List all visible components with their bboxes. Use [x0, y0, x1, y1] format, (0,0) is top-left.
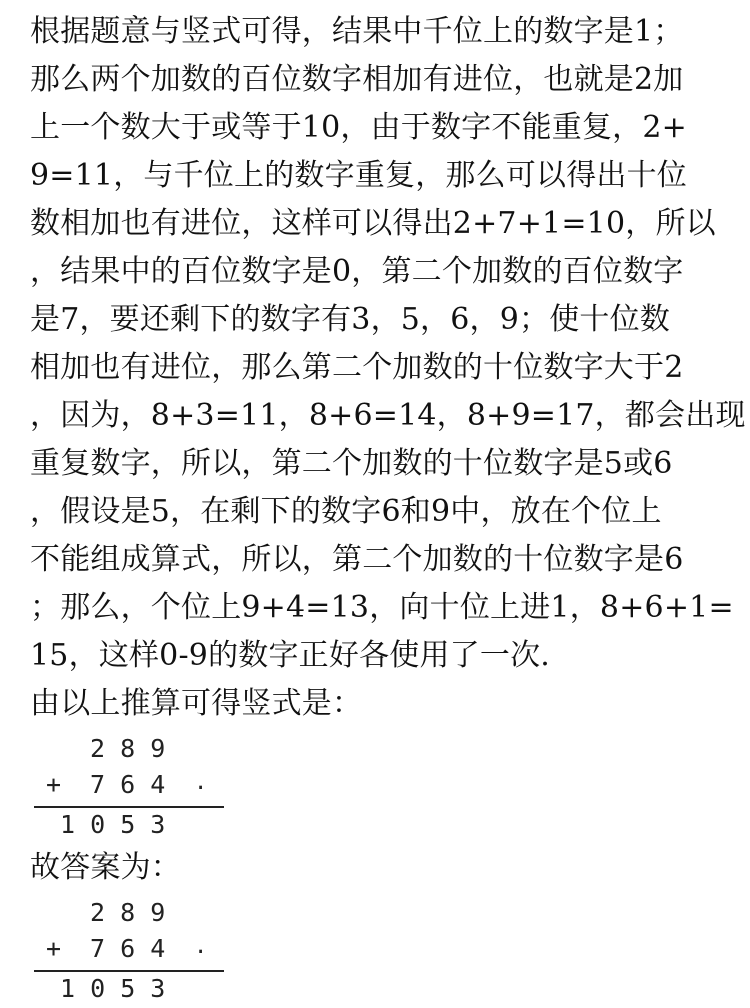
end-mark: . — [194, 770, 208, 795]
text-line: 重复数字，所以，第二个加数的十位数字是5或6 — [30, 446, 673, 481]
sum-result: 1 0 5 3 — [60, 810, 166, 839]
addend-2: 7 6 4 — [90, 934, 166, 963]
addend-1: 2 8 9 — [90, 898, 166, 927]
answer-label: 故答案为： — [30, 850, 181, 885]
sum-result: 1 0 5 3 — [60, 974, 166, 1003]
text-line: 数相加也有进位，这样可以得出2+7+1=10，所以 — [30, 206, 716, 241]
conclusion-label: 由以上推算可得竖式是： — [30, 686, 363, 721]
explanation-paragraph — [30, 8, 746, 680]
text-line: ，结果中的百位数字是0，第二个加数的百位数字 — [30, 254, 684, 289]
vertical-addition-1 — [30, 728, 230, 844]
text-line: 根据题意与竖式可得，结果中千位上的数字是1； — [30, 14, 684, 49]
text-line: 那么两个加数的百位数字相加有进位，也就是2加 — [30, 62, 684, 97]
text-line: 15，这样0-9的数字正好各使用了一次. — [30, 638, 551, 673]
plus-sign: + — [46, 770, 62, 799]
addend-2: 7 6 4 — [90, 770, 166, 799]
vertical-addition-2 — [30, 892, 230, 1008]
text-line: 上一个数大于或等于10，由于数字不能重复，2+ — [30, 110, 687, 145]
plus-sign: + — [46, 934, 62, 963]
text-line: ，假设是5，在剩下的数字6和9中，放在个位上 — [30, 494, 662, 529]
text-line: 不能组成算式，所以，第二个加数的十位数字是6 — [30, 542, 684, 577]
end-mark: . — [194, 934, 208, 959]
addend-1: 2 8 9 — [90, 734, 166, 763]
solution-document — [30, 8, 746, 1008]
text-line: 相加也有进位，那么第二个加数的十位数字大于2 — [30, 350, 684, 385]
text-line: 9=11，与千位上的数字重复，那么可以得出十位 — [30, 158, 687, 193]
text-line: ；那么，个位上9+4=13，向十位上进1，8+6+1= — [30, 590, 734, 625]
text-line: 是7，要还剩下的数字有3，5，6，9；使十位数 — [30, 302, 671, 337]
text-line: ，因为，8+3=11，8+6=14，8+9=17，都会出现 — [30, 398, 746, 433]
